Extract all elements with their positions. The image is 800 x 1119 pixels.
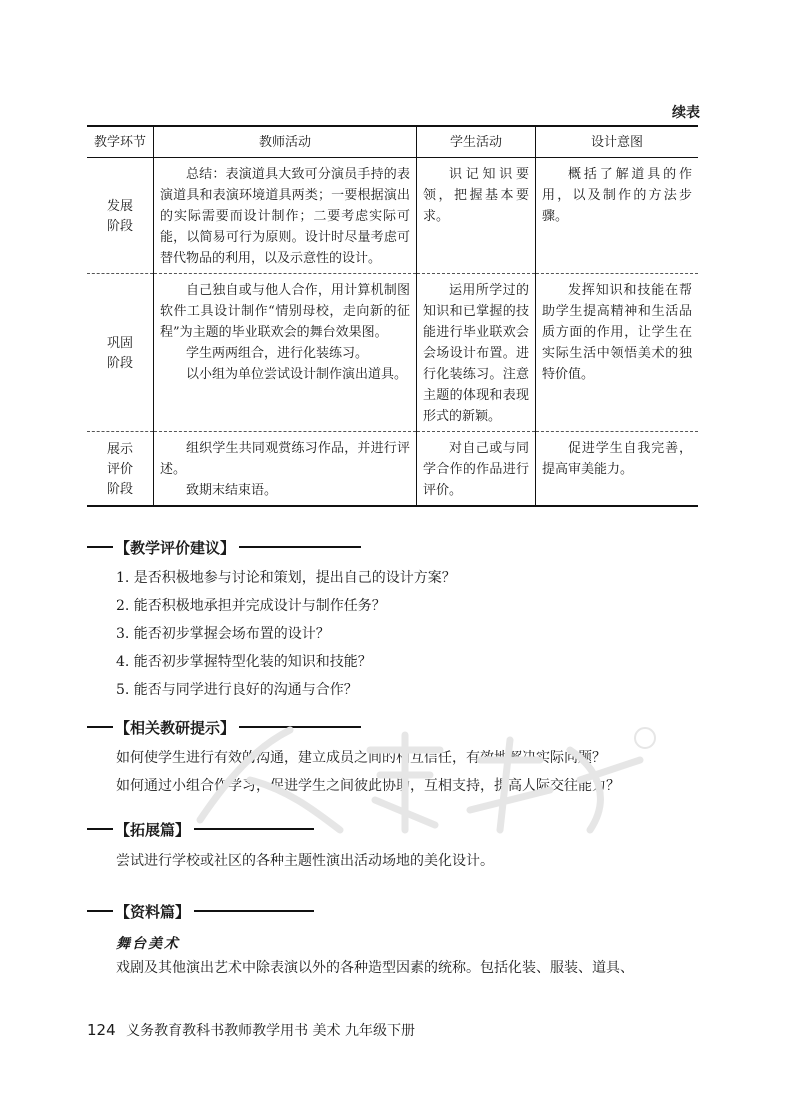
- research-hints: 如何使学生进行有效的沟通，建立成员之间的相互信任，有效地解决实际问题？ 如何通过小组合作学习，促进学生之间彼此协助，互相支持，提高人际交往能力？: [116, 750, 620, 794]
- section-heading-extension: 【拓展篇】: [87, 818, 314, 840]
- section-heading-materials: 【资料篇】: [87, 900, 314, 922]
- table-row: [87, 274, 698, 432]
- header-student-activity: 学生活动: [417, 127, 536, 158]
- stage-cell: 展示 评价 阶段: [87, 432, 154, 507]
- stage-cell: 巩固 阶段: [87, 274, 154, 432]
- teacher-activity-cell: 自己独自或与他人合作，用计算机制图软件工具设计制作“情别母校，走向新的征程”为主题的毕业联欢会的舞台效果图。 学生两两组合，进行化装练习。 以小组为单位尝试设计制作演出道具。: [154, 274, 417, 432]
- list-item: 3. 能否初步掌握会场布置的设计？: [116, 626, 330, 642]
- design-intent-cell: 促进学生自我完善，提高审美能力。: [536, 432, 699, 507]
- header-teacher-activity: 教师活动: [154, 127, 417, 158]
- table-row: [87, 158, 698, 274]
- section-heading-evaluation: 【教学评价建议】: [87, 536, 361, 558]
- lesson-table: [87, 127, 698, 507]
- table-row: [87, 432, 698, 507]
- header-stage: 教学环节: [87, 127, 154, 158]
- design-intent-cell: 概括了解道具的作用，以及制作的方法步骤。: [536, 158, 699, 274]
- section-heading-research: 【相关教研提示】: [87, 716, 361, 738]
- continued-label: 续表: [672, 105, 700, 121]
- teacher-activity-cell: 总结：表演道具大致可分演员手持的表演道具和表演环境道具两类；一要根据演出的实际需要而设计制作；二要考虑实际可能，以简易可行为原则。设计时尽量考虑可替代物品的利用，以及示意性的设计。: [154, 158, 417, 274]
- page-footer: [87, 1020, 415, 1040]
- header-design-intent: 设计意图: [536, 127, 699, 158]
- materials-subtitle: 舞台美术: [116, 936, 180, 952]
- student-activity-cell: 运用所学过的知识和已掌握的技能进行毕业联欢会会场设计布置。进行化装练习。注意主题的体现和表现形式的新颖。: [417, 274, 536, 432]
- table-header-row: [87, 127, 698, 158]
- design-intent-cell: 发挥知识和技能在帮助学生提高精神和生活品质方面的作用，让学生在实际生活中领悟美术的独特价值。: [536, 274, 699, 432]
- list-item: 2. 能否积极地承担并完成设计与制作任务？: [116, 598, 386, 614]
- student-activity-cell: 识记知识要领，把握基本要求。: [417, 158, 536, 274]
- list-item: 1. 是否积极地参与讨论和策划，提出自己的设计方案？: [116, 570, 456, 586]
- page-number: 124: [87, 1021, 116, 1039]
- extension-text: 尝试进行学校或社区的各种主题性演出活动场地的美化设计。: [116, 853, 494, 869]
- student-activity-cell: 对自己或与同学合作的作品进行评价。: [417, 432, 536, 507]
- stage-cell: 发展 阶段: [87, 158, 154, 274]
- list-item: 5. 能否与同学进行良好的沟通与合作？: [116, 682, 358, 698]
- list-item: 4. 能否初步掌握特型化装的知识和技能？: [116, 654, 372, 670]
- evaluation-list: [116, 564, 456, 704]
- book-title: 义务教育教科书教师教学用书 美术 九年级下册: [126, 1023, 415, 1039]
- teacher-activity-cell: 组织学生共同观赏练习作品，并进行评述。 致期末结束语。: [154, 432, 417, 507]
- materials-text: 戏剧及其他演出艺术中除表演以外的各种造型因素的统称。包括化装、服装、道具、: [116, 960, 634, 976]
